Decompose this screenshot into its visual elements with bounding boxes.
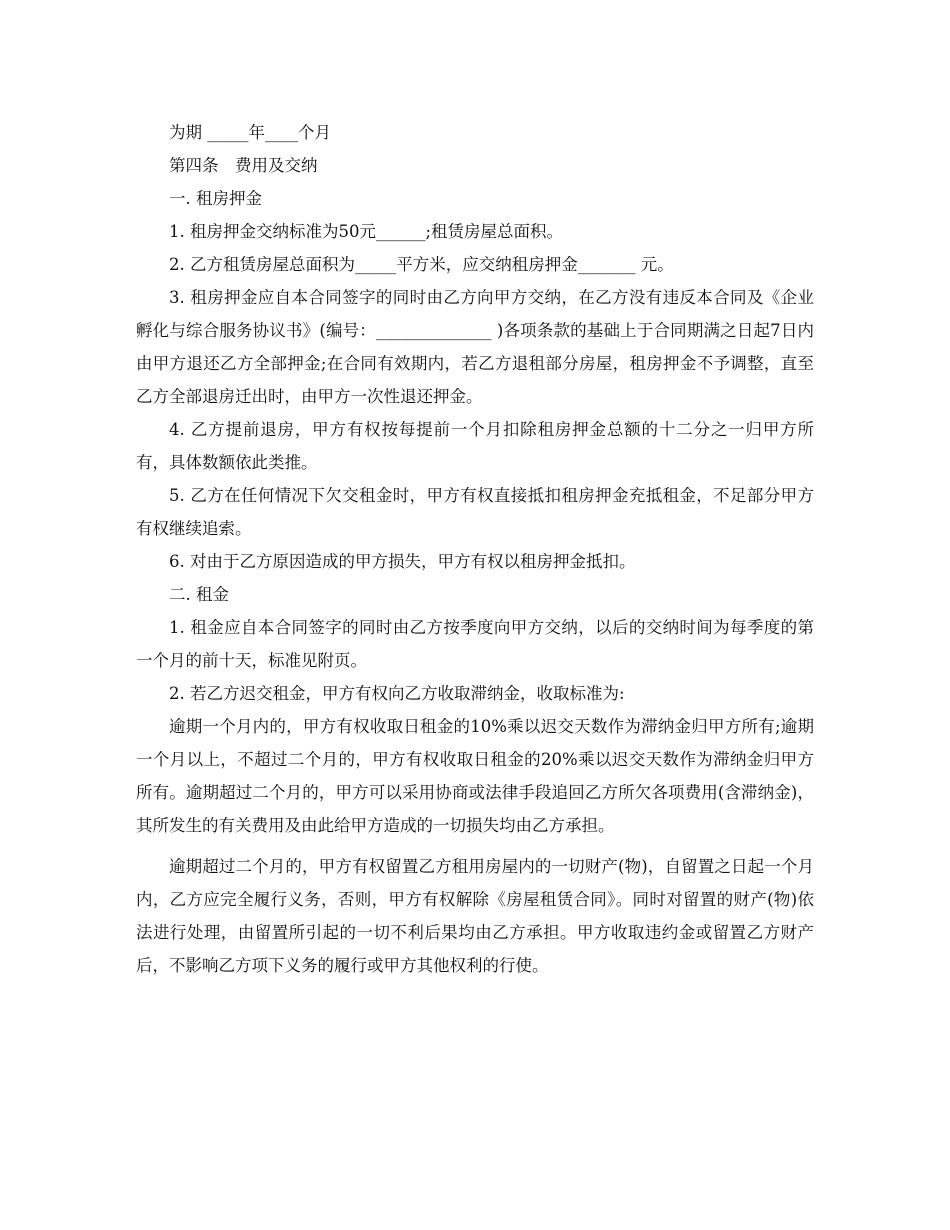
section-heading-deposit: 一. 租房押金	[169, 189, 262, 208]
deposit-clause-5: 5. 乙方在任何情况下欠交租金时，甲方有权直接抵扣租房押金充抵租金，不足部分甲方有权继续追索。	[136, 486, 814, 538]
deposit-clause-2: 2. 乙方租赁房屋总面积为_____平方米，应交纳租房押金_______ 元。	[169, 255, 674, 274]
deposit-clause-4: 4. 乙方提前退房，甲方有权按每提前一个月扣除租房押金总额的十二分之一归甲方所有，具体数额依此类推。	[136, 420, 814, 472]
rent-clause-2: 2. 若乙方迟交租金，甲方有权向乙方收取滞纳金，收取标准为:	[169, 684, 625, 703]
deposit-clause-3: 3. 租房押金应自本合同签字的同时由乙方向甲方交纳，在乙方没有违反本合同及《企业孵化与综合服务协议书》(编号：______________ )各项条款的基础上于合同期满之日起7日内由甲方退还乙方全部押金;在合同有效期内，若乙方退租部分房屋，租房押金不予调整，直至乙方全部退房迁出时，由甲方一次性退还押金。	[136, 288, 814, 406]
rent-clause-1: 1. 租金应自本合同签字的同时由乙方按季度向甲方交纳，以后的交纳时间为每季度的第一个月的前十天，标准见附页。	[136, 618, 814, 670]
section-heading-rent: 二. 租金	[169, 585, 229, 604]
late-fee-paragraph: 逾期一个月内的，甲方有权收取日租金的10%乘以迟交天数作为滞纳金归甲方所有;逾期一个月以上，不超过二个月的，甲方有权收取日租金的20%乘以迟交天数作为滞纳金归甲方所有。逾期超过二个月的，甲方可以采用协商或法律手段追回乙方所欠各项费用(含滞纳金)，其所发生的有关费用及由此给甲方造成的一切损失均由乙方承担。	[136, 717, 814, 835]
deposit-clause-6: 6. 对由于乙方原因造成的甲方损失，甲方有权以租房押金抵扣。	[169, 552, 636, 571]
article-heading: 第四条 费用及交纳	[169, 156, 318, 175]
term-duration: 为期 _____年____个月	[169, 123, 331, 142]
deposit-clause-1: 1. 租房押金交纳标准为50元______;租赁房屋总面积。	[169, 222, 564, 241]
lien-paragraph: 逾期超过二个月的，甲方有权留置乙方租用房屋内的一切财产(物)，自留置之日起一个月内，乙方应完全履行义务，否则，甲方有权解除《房屋租赁合同》。同时对留置的财产(物)依法进行处理，由留置所引起的一切不利后果均由乙方承担。甲方收取违约金或留置乙方财产后，不影响乙方项下义务的履行或甲方其他权利的行使。	[136, 857, 814, 975]
